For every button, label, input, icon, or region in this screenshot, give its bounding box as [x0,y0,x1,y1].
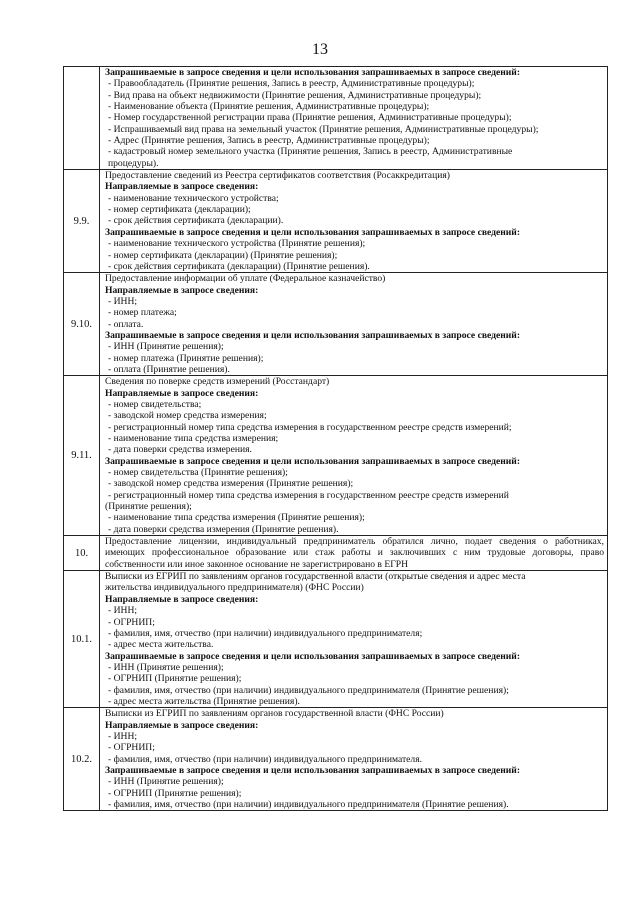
list-item: - ИНН (Принятие решения); [105,662,604,673]
row-number: 10.2. [64,708,100,811]
list-item: - заводской номер средства измерения (Принятие решения); [105,478,604,489]
list-item: - наименование типа средства измерения; [105,433,604,444]
list-item: - срок действия сертификата (декларации). [105,215,604,226]
section-heading: Запрашиваемые в запросе сведения и цели использования запрашиваемых в запросе сведений: [105,226,521,238]
table-row [64,67,608,170]
list-item: - Наименование объекта (Принятие решения, Административные процедуры); [105,101,604,112]
row-number: 10.1. [64,571,100,708]
table-row [64,536,608,571]
table-row [64,376,608,536]
list-item: - ИНН (Принятие решения); [105,341,604,352]
list-item: - номер свидетельства (Принятие решения); [105,467,604,478]
list-item: - адрес места жительства (Принятие решения). [105,696,604,707]
section-heading: Запрашиваемые в запросе сведения и цели использования запрашиваемых в запросе сведений: [105,650,521,662]
text-line: Выписки из ЕГРИП по заявлениям органов государственной власти (открытые сведения и адрес места [105,571,526,583]
section-heading: Запрашиваемые в запросе сведения и цели использования запрашиваемых в запросе сведений: [105,67,521,78]
list-item: - ОГРНИП; [105,617,604,628]
text-line: Сведения по поверке средств измерений (Росстандарт) [105,376,330,388]
list-item: - ИНН; [105,731,604,742]
list-item: - ИНН; [105,296,604,307]
text-line: (Принятие решения); [105,501,192,513]
text-line: процедуры). [108,157,159,169]
list-item: - фамилия, имя, отчество (при наличии) индивидуального предпринимателя (Принятие решения); [105,685,604,696]
row-content [100,571,608,708]
list-item: - дата поверки средства измерения. [105,444,604,455]
list-item: - адрес места жительства. [105,639,604,650]
list-item: - ИНН; [105,605,604,616]
list-item: - номер свидетельства; [105,399,604,410]
list-item: - Номер государственной регистрации права (Принятие решения, Административные процедуры); [105,112,604,123]
section-heading: Запрашиваемые в запросе сведения и цели использования запрашиваемых в запросе сведений: [105,455,521,467]
list-item: - кадастровый номер земельного участка (Принятие решения, Запись в реестр, Административные [105,146,604,157]
list-item: - регистрационный номер типа средства измерения в государственном реестре средств измерений [105,490,604,501]
section-heading: Направляемые в запросе сведения: [105,181,259,193]
section-heading: Запрашиваемые в запросе сведения и цели использования запрашиваемых в запросе сведений: [105,764,521,776]
list-item: - фамилия, имя, отчество (при наличии) индивидуального предпринимателя (Принятие решения). [105,799,604,810]
section-heading: Направляемые в запросе сведения: [105,284,259,296]
table-row [64,273,608,376]
list-item: - ОГРНИП; [105,742,604,753]
list-item: - наименование типа средства измерения (Принятие решения); [105,512,604,523]
text-line: жительства индивидуального предпринимателя) (ФНС России) [105,582,364,594]
list-item: - срок действия сертификата (декларации) (Принятие решения). [105,261,604,272]
page-number: 13 [312,41,328,58]
table-row [64,708,608,811]
list-item: - номер платежа; [105,307,604,318]
section-heading: Направляемые в запросе сведения: [105,593,259,605]
list-item: - Адрес (Принятие решения, Запись в реестр, Административные процедуры); [105,135,604,146]
row-content [100,708,608,811]
list-item: - фамилия, имя, отчество (при наличии) индивидуального предпринимателя. [105,754,604,765]
list-item: - Испрашиваемый вид права на земельный участок (Принятие решения, Административные процедуры); [105,124,604,135]
row-content [100,536,608,571]
list-item: - регистрационный номер типа средства измерения в государственном реестре средств измерений; [105,422,604,433]
list-item: - дата поверки средства измерения (Принятие решения). [105,524,604,535]
section-heading: Направляемые в запросе сведения: [105,387,259,399]
row-number [64,67,100,170]
list-item: - ОГРНИП (Принятие решения); [105,788,604,799]
row-number: 9.9. [64,170,100,273]
list-item: - наименование технического устройства (Принятие решения); [105,238,604,249]
text-line: Предоставление информации об уплате (Федеральное казначейство) [105,273,386,285]
table-row [64,170,608,273]
requirements-table-body [64,67,608,811]
list-item: - номер сертификата (декларации); [105,204,604,215]
row-number: 9.11. [64,376,100,536]
list-item: - ИНН (Принятие решения); [105,776,604,787]
list-item: - Вид права на объект недвижимости (Принятие решения, Административные процедуры); [105,90,604,101]
section-heading: Запрашиваемые в запросе сведения и цели использования запрашиваемых в запросе сведений: [105,329,521,341]
row-content [100,170,608,273]
list-item: - наименование технического устройства; [105,193,604,204]
list-item: - фамилия, имя, отчество (при наличии) индивидуального предпринимателя; [105,628,604,639]
list-item: - оплата. [105,319,604,330]
section-heading: Направляемые в запросе сведения: [105,719,259,731]
list-item: - номер платежа (Принятие решения); [105,353,604,364]
list-item: - Правообладатель (Принятие решения, Запись в реестр, Административные процедуры); [105,78,604,89]
row-number: 9.10. [64,273,100,376]
text-line: Предоставление сведений из Реестра сертификатов соответствия (Росаккредитация) [105,170,450,182]
list-item: - номер сертификата (декларации) (Принятие решения); [105,250,604,261]
row-content [100,273,608,376]
list-item: - заводской номер средства измерения; [105,410,604,421]
row-content [100,376,608,536]
row-content [100,67,608,170]
list-item: - ОГРНИП (Принятие решения); [105,673,604,684]
row-paragraph: Предоставление лицензии, индивидуальный предприниматель обратился лично, подает сведения о работниках, имеющих профессиональное образование или стаж работы и заключивших с ним трудовые договоры, право собственности или иное законное основание не зарегистрировано в ЕГРН [105,536,604,570]
requirements-table [63,66,608,811]
list-item: - оплата (Принятие решения). [105,364,604,375]
row-number: 10. [64,536,100,571]
table-row [64,571,608,708]
text-line: Выписки из ЕГРИП по заявлениям органов государственной власти (ФНС России) [105,708,444,720]
